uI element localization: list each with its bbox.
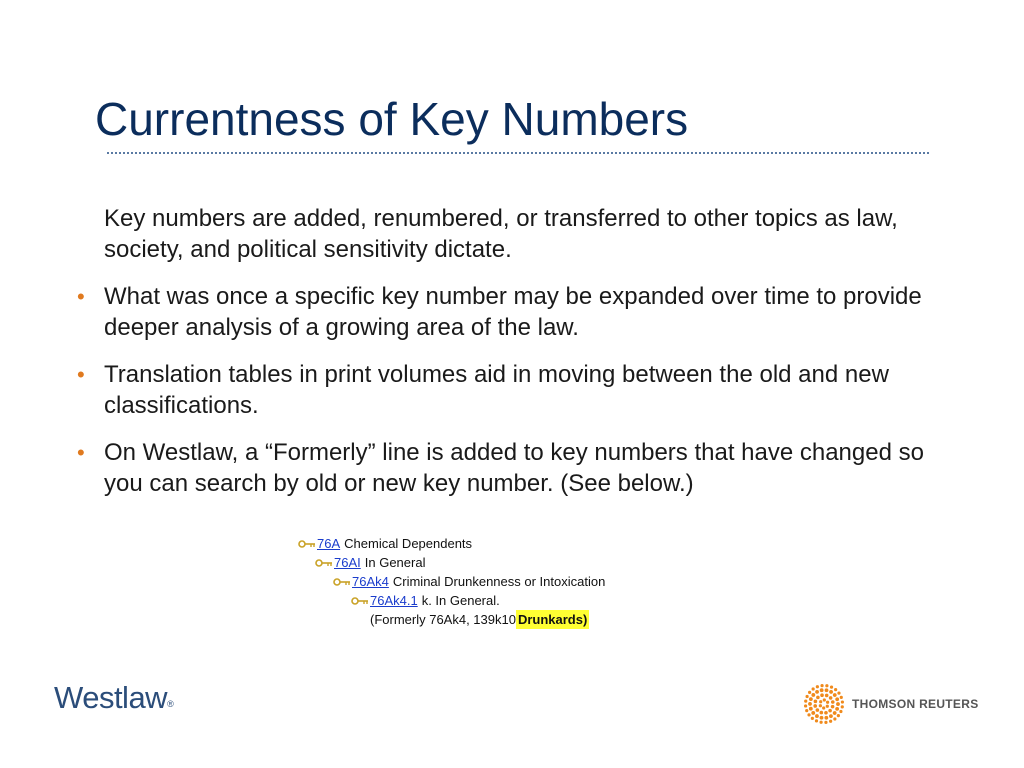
key-number-label: Chemical Dependents	[344, 536, 473, 551]
search-term-highlight: Drunkards)	[517, 612, 588, 627]
key-icon	[351, 596, 369, 606]
key-number-label: In General	[364, 555, 426, 570]
title-divider	[107, 152, 929, 154]
paragraph-text: Key numbers are added, renumbered, or transferred to other topics as law, society, and political sensitivity dictate.	[104, 205, 898, 263]
key-number-link[interactable]: 76Ak4	[352, 574, 389, 589]
thomson-reuters-sunburst-icon	[804, 684, 844, 724]
thomson-reuters-wordmark: THOMSON REUTERS	[852, 697, 979, 711]
bullet-item	[75, 359, 955, 421]
bullet-marker: •	[77, 362, 85, 387]
key-number-link[interactable]: 76A	[317, 536, 341, 551]
tree-row	[298, 553, 605, 572]
bullet-marker: •	[77, 440, 85, 465]
bullet-item	[75, 281, 955, 343]
body-text	[75, 203, 955, 515]
tree-row	[298, 572, 605, 591]
key-icon	[315, 558, 333, 568]
key-number-link[interactable]: 76Ak4.1	[370, 593, 418, 608]
key-number-label: k. In General.	[421, 593, 500, 608]
formerly-line	[298, 610, 605, 629]
bullet-item	[75, 437, 955, 499]
thomson-reuters-logo	[804, 684, 979, 724]
westlaw-logo-text: Westlaw	[54, 680, 168, 715]
bullet-text: What was once a specific key number may be expanded over time to provide deeper analysis of a growing area of the law.	[104, 283, 922, 341]
key-icon	[333, 577, 351, 587]
bullet-marker: •	[77, 284, 85, 309]
slide-title: Currentness of Key Numbers	[95, 93, 689, 145]
tree-row	[298, 591, 605, 610]
key-number-link[interactable]: 76AI	[334, 555, 361, 570]
formerly-text: (Formerly 76Ak4, 139k10	[370, 612, 516, 627]
paragraph	[75, 203, 955, 265]
key-icon	[298, 539, 316, 549]
key-number-tree	[298, 534, 605, 629]
registered-mark: ®	[167, 699, 174, 709]
bullet-text: On Westlaw, a “Formerly” line is added to key numbers that have changed so you can search by old or new key number. (See below.)	[104, 439, 924, 497]
bullet-text: Translation tables in print volumes aid in moving between the old and new classifications.	[104, 361, 889, 419]
key-number-label: Criminal Drunkenness or Intoxication	[392, 574, 606, 589]
tree-row	[298, 534, 605, 553]
westlaw-logo	[54, 682, 173, 713]
